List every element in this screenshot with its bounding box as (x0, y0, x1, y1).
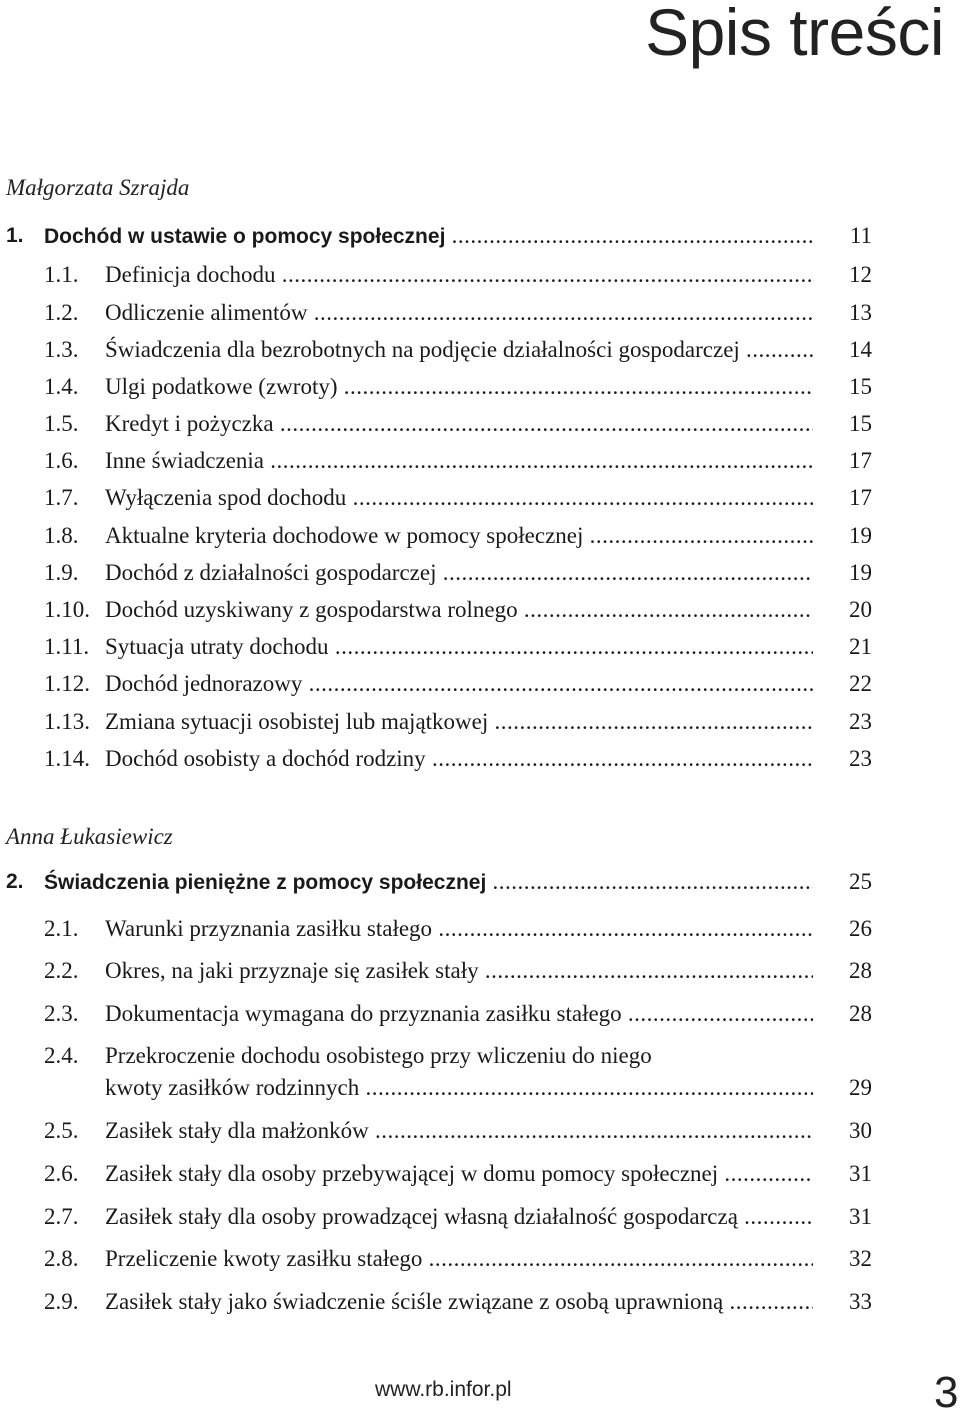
entry-page: 23 (849, 746, 872, 771)
entry-title: Dochód osobisty a dochód rodziny ..... (105, 742, 813, 776)
entry-number: 1.1. (44, 262, 79, 287)
entry-page: 28 (849, 1001, 872, 1026)
toc-entry[interactable] (0, 1285, 960, 1319)
entry-number: 2.1. (44, 916, 79, 941)
entry-title: Kredyt i pożyczka ..... (105, 407, 813, 441)
toc-entry[interactable] (0, 705, 960, 739)
entry-title: Dochód uzyskiwany z gospodarstwa rolnego ..... (105, 593, 813, 627)
entry-title-continuation: kwoty zasiłków rodzinnych ..... (105, 1071, 813, 1105)
entry-page: 33 (849, 1289, 872, 1314)
entry-title: Świadczenia dla bezrobotnych na podjęcie działalności gospodarczej ..... (105, 333, 813, 367)
entry-page: 21 (849, 634, 872, 659)
toc-entry[interactable] (0, 593, 960, 627)
toc-entry[interactable] (0, 333, 960, 367)
entry-page: 29 (849, 1075, 872, 1100)
chapter-title: Dochód w ustawie o pomocy społecznej (44, 225, 446, 248)
entry-page: 32 (849, 1246, 872, 1271)
entry-page: 17 (849, 448, 872, 473)
toc-entry[interactable] (0, 1242, 960, 1276)
entry-page: 28 (849, 958, 872, 983)
toc-entry[interactable] (0, 742, 960, 776)
entry-title: Definicja dochodu ..... (105, 258, 813, 292)
entry-title: Przekroczenie dochodu osobistego przy wliczeniu do niego (105, 1043, 652, 1068)
toc-entry[interactable] (0, 1157, 960, 1191)
toc-entry-continuation[interactable] (0, 1071, 960, 1105)
entry-title: Sytuacja utraty dochodu ..... (105, 630, 813, 664)
entry-title: Dokumentacja wymagana do przyznania zasiłku stałego ..... (105, 997, 813, 1031)
entry-number: 2.9. (44, 1289, 79, 1314)
chapter-title: Świadczenia pieniężne z pomocy społecznej (44, 871, 487, 894)
section-author: Małgorzata Szrajda (6, 175, 190, 200)
page-title: Spis treści (645, 0, 944, 69)
entry-page: 15 (849, 374, 872, 399)
toc-entry[interactable] (0, 1200, 960, 1234)
toc-entry[interactable] (0, 370, 960, 404)
entry-page: 17 (849, 485, 872, 510)
entry-number: 1.14. (44, 746, 90, 771)
footer-page-number: 3 (934, 1368, 959, 1417)
toc-entry[interactable] (0, 556, 960, 590)
entry-page: 15 (849, 411, 872, 436)
toc-entry[interactable] (0, 258, 960, 292)
entry-title: Przeliczenie kwoty zasiłku stałego ..... (105, 1242, 813, 1276)
toc-entry[interactable] (0, 630, 960, 664)
entry-page: 30 (849, 1118, 872, 1143)
entry-number: 1.3. (44, 337, 79, 362)
entry-title: Dochód z działalności gospodarczej ..... (105, 556, 813, 590)
entry-page: 13 (849, 300, 872, 325)
entry-page: 19 (849, 523, 872, 548)
toc-entry[interactable] (0, 407, 960, 441)
entry-page: 19 (849, 560, 872, 585)
entry-title: Aktualne kryteria dochodowe w pomocy społecznej ..... (105, 519, 813, 553)
chapter-page: 11 (849, 223, 872, 248)
entry-title: Warunki przyznania zasiłku stałego ..... (105, 912, 813, 946)
entry-number: 2.7. (44, 1204, 79, 1229)
entry-page: 12 (849, 262, 872, 287)
toc-chapter[interactable] (0, 865, 960, 899)
entry-title: Dochód jednorazowy ..... (105, 667, 813, 701)
entry-number: 1.12. (44, 671, 90, 696)
toc-entry[interactable] (0, 954, 960, 988)
entry-title: Wyłączenia spod dochodu ..... (105, 481, 813, 515)
entry-page: 31 (849, 1204, 872, 1229)
chapter-number: 2. (6, 870, 24, 893)
entry-title: Ulgi podatkowe (zwroty) ..... (105, 370, 813, 404)
entry-title: Zasiłek stały dla osoby prowadzącej własną działalność gospodarczą ..... (105, 1200, 813, 1234)
entry-page: 26 (849, 916, 872, 941)
entry-page: 14 (849, 337, 872, 362)
entry-title: Okres, na jaki przyznaje się zasiłek stały ..... (105, 954, 813, 988)
entry-number: 1.10. (44, 597, 90, 622)
toc-entry[interactable] (0, 1114, 960, 1148)
toc-entry[interactable] (0, 296, 960, 330)
entry-number: 1.4. (44, 374, 79, 399)
entry-title: Zasiłek stały jako świadczenie ściśle związane z osobą uprawnioną ..... (105, 1285, 813, 1319)
toc-entry[interactable] (0, 519, 960, 553)
entry-number: 1.11. (44, 634, 90, 659)
entry-title: Zasiłek stały dla osoby przebywającej w domu pomocy społecznej ..... (105, 1157, 813, 1191)
entry-page: 31 (849, 1161, 872, 1186)
entry-number: 2.2. (44, 958, 79, 983)
footer-url: www.rb.infor.pl (375, 1378, 512, 1401)
toc-chapter[interactable] (0, 219, 960, 253)
toc-entry-first-line[interactable] (0, 1039, 960, 1073)
entry-number: 2.3. (44, 1001, 79, 1026)
entry-number: 1.2. (44, 300, 79, 325)
entry-number: 1.8. (44, 523, 79, 548)
entry-number: 1.13. (44, 709, 90, 734)
entry-number: 1.9. (44, 560, 79, 585)
toc-entry[interactable] (0, 997, 960, 1031)
entry-page: 22 (849, 671, 872, 696)
entry-page: 20 (849, 597, 872, 622)
entry-number: 2.8. (44, 1246, 79, 1271)
entry-number: 2.4. (44, 1043, 79, 1068)
entry-number: 2.6. (44, 1161, 79, 1186)
entry-number: 1.5. (44, 411, 79, 436)
chapter-number: 1. (6, 224, 24, 247)
entry-title: Zmiana sytuacji osobistej lub majątkowej ..... (105, 705, 813, 739)
entry-number: 1.7. (44, 485, 79, 510)
toc-entry[interactable] (0, 912, 960, 946)
entry-title: Odliczenie alimentów ..... (105, 296, 813, 330)
toc-entry[interactable] (0, 444, 960, 478)
toc-entry[interactable] (0, 481, 960, 515)
chapter-page: 25 (849, 869, 872, 894)
toc-entry[interactable] (0, 667, 960, 701)
entry-page: 23 (849, 709, 872, 734)
entry-title: Inne świadczenia ..... (105, 444, 813, 478)
entry-title: Zasiłek stały dla małżonków ..... (105, 1114, 813, 1148)
entry-number: 2.5. (44, 1118, 79, 1143)
section-author: Anna Łukasiewicz (6, 824, 173, 849)
entry-number: 1.6. (44, 448, 79, 473)
